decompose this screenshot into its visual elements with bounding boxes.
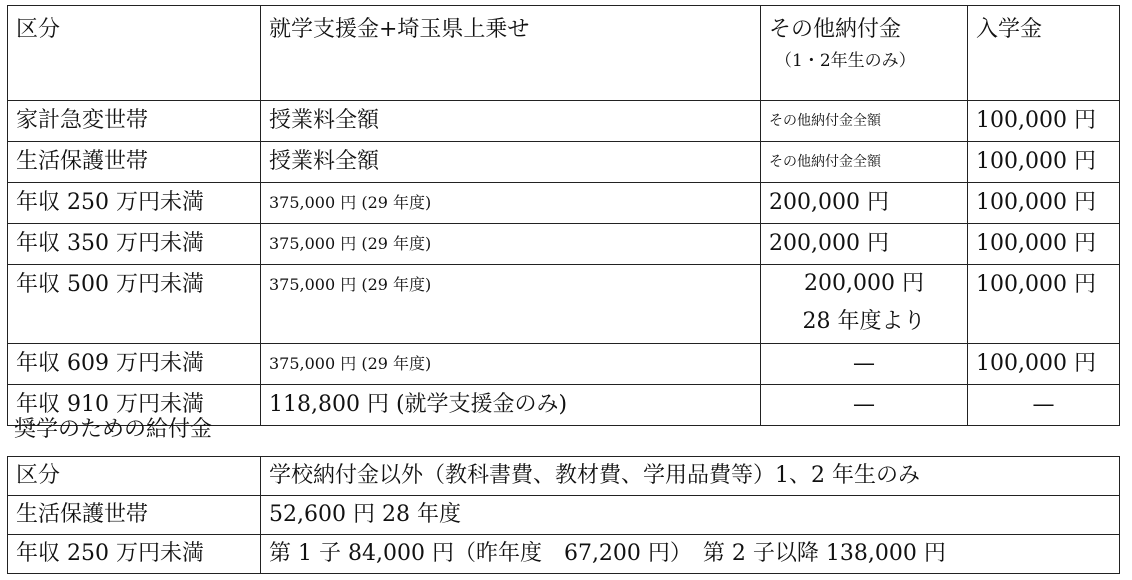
row-support: 375,000 円 (29 年度) bbox=[261, 265, 761, 344]
header-admission: 入学金 bbox=[968, 6, 1120, 101]
row-other-fees-amount: 200,000 円 bbox=[804, 271, 924, 296]
header-other-fees-sub: （1・2年生のみ） bbox=[775, 51, 916, 71]
row-category: 年収 350 万円未満 bbox=[8, 224, 261, 265]
header-support: 就学支援金+埼玉県上乗せ bbox=[261, 6, 761, 101]
row-admission: — bbox=[968, 385, 1120, 426]
row-category: 家計急変世帯 bbox=[8, 101, 261, 142]
row-other-fees bbox=[761, 265, 968, 344]
table-row bbox=[8, 224, 1120, 265]
row-other-fees-note: 28 年度より bbox=[802, 309, 926, 334]
row-admission: 100,000 円 bbox=[968, 224, 1120, 265]
support-table-header-row bbox=[8, 6, 1120, 101]
scholarship-table bbox=[7, 456, 1120, 574]
row-admission: 100,000 円 bbox=[968, 183, 1120, 224]
row-other-fees: 200,000 円 bbox=[761, 183, 968, 224]
row-other-fees: — bbox=[761, 385, 968, 426]
row-admission: 100,000 円 bbox=[968, 265, 1120, 344]
row-support: 118,800 円 (就学支援金のみ) bbox=[261, 385, 761, 426]
header-amount: 学校納付金以外（教科書費、教材費、学用品費等）1、2 年生のみ bbox=[261, 457, 1120, 496]
row-amount: 52,600 円 28 年度 bbox=[261, 496, 1120, 535]
table-row bbox=[8, 265, 1120, 344]
table-row bbox=[8, 183, 1120, 224]
row-support: 375,000 円 (29 年度) bbox=[261, 183, 761, 224]
row-other-fees: その他納付金全額 bbox=[761, 101, 968, 142]
section-title: 奨学のための給付金 bbox=[14, 417, 213, 442]
row-category: 年収 609 万円未満 bbox=[8, 344, 261, 385]
row-support: 授業料全額 bbox=[261, 142, 761, 183]
header-category: 区分 bbox=[8, 6, 261, 101]
row-admission: 100,000 円 bbox=[968, 142, 1120, 183]
row-category: 生活保護世帯 bbox=[8, 496, 261, 535]
table-row bbox=[8, 535, 1120, 574]
table-row bbox=[8, 496, 1120, 535]
row-amount: 第 1 子 84,000 円（昨年度 67,200 円） 第 2 子以降 138,000 円 bbox=[261, 535, 1120, 574]
row-support: 375,000 円 (29 年度) bbox=[261, 224, 761, 265]
support-table bbox=[7, 5, 1120, 426]
row-support: 375,000 円 (29 年度) bbox=[261, 344, 761, 385]
row-other-fees: その他納付金全額 bbox=[761, 142, 968, 183]
row-category: 年収 250 万円未満 bbox=[8, 183, 261, 224]
row-category: 年収 910 万円未満 bbox=[8, 385, 261, 426]
row-category: 年収 250 万円未満 bbox=[8, 535, 261, 574]
header-other-fees bbox=[761, 6, 968, 101]
table-row bbox=[8, 142, 1120, 183]
row-admission: 100,000 円 bbox=[968, 101, 1120, 142]
row-support: 授業料全額 bbox=[261, 101, 761, 142]
row-category: 生活保護世帯 bbox=[8, 142, 261, 183]
header-other-fees-label: その他納付金 bbox=[769, 17, 902, 42]
table-row bbox=[8, 344, 1120, 385]
row-admission: 100,000 円 bbox=[968, 344, 1120, 385]
header-category: 区分 bbox=[8, 457, 261, 496]
scholarship-table-header-row bbox=[8, 457, 1120, 496]
table-row bbox=[8, 101, 1120, 142]
row-category: 年収 500 万円未満 bbox=[8, 265, 261, 344]
row-other-fees: 200,000 円 bbox=[761, 224, 968, 265]
row-other-fees: — bbox=[761, 344, 968, 385]
